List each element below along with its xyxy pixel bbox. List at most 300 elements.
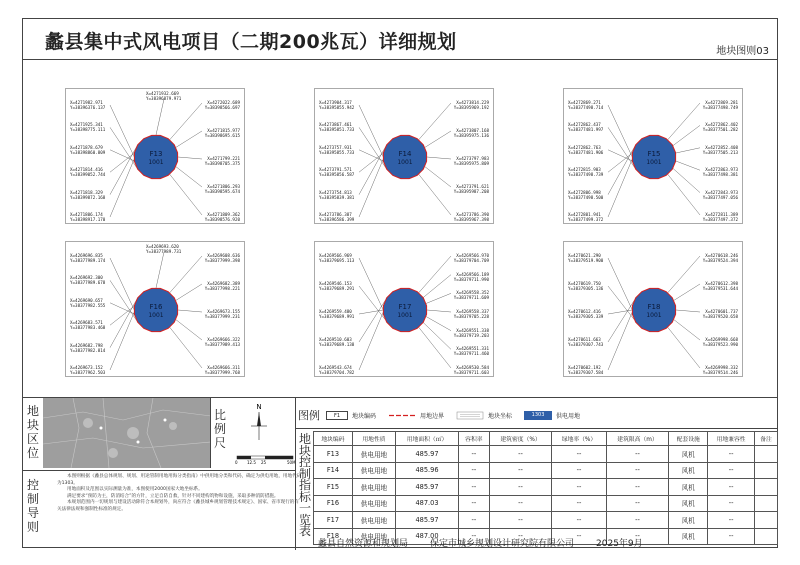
coordinate-label: Y=38377498.749 (702, 105, 738, 110)
coordinate-label: Y=38398775.111 (70, 127, 106, 133)
coordinate-label: Y=38377999.231 (204, 314, 240, 319)
coordinate-label: Y=38379711.990 (453, 276, 489, 282)
coordinate-label: X=4272862.437 (568, 122, 601, 128)
section-label-char: 地 (298, 432, 311, 446)
table-cell: -- (489, 495, 551, 512)
leader-line (110, 303, 134, 314)
legend-item-coordinate: 地块坐标 (456, 411, 512, 420)
section-label-char: 比 (213, 408, 226, 422)
coordinate-label: Y=38377982.814 (70, 347, 106, 353)
coordinate-label: Y=38379514.246 (702, 370, 738, 375)
coordinate-label: Y=38379531.644 (702, 286, 738, 291)
coordinate-label: Y=38377998.221 (204, 286, 240, 291)
table-cell: -- (606, 495, 669, 512)
table-cell: 供电用地 (352, 446, 395, 463)
table-cell: -- (552, 528, 606, 545)
table-row (314, 446, 778, 463)
table-header-cell: 用地兼容性 (708, 432, 755, 446)
coordinate-label: Y=38395851.733 (319, 127, 355, 133)
coordinate-label: Y=38377499.372 (568, 217, 604, 222)
table-header-cell: 地块编码 (314, 432, 353, 446)
coordinate-label: Y=38377982.555 (70, 302, 106, 308)
coordinate-label: Y=38379705.228 (453, 314, 489, 319)
coordinate-label: Y=38395967.398 (453, 217, 489, 222)
coordinate-label: Y=38379719.203 (453, 332, 489, 338)
coordinate-label: X=4269546.153 (319, 281, 352, 286)
coordinate-label: Y=38379689.138 (319, 342, 355, 347)
table-cell: F15 (314, 479, 353, 496)
svg-text:N: N (256, 403, 262, 411)
coordinate-label: X=4272806.998 (568, 189, 601, 195)
section-label-char: 表 (298, 524, 311, 538)
coordinate-label: Y=38379689.291 (319, 286, 355, 291)
leader-line (674, 320, 700, 340)
bottom-section (23, 397, 777, 549)
table-cell: -- (552, 462, 606, 479)
location-label (26, 404, 40, 460)
coordinate-label: Y=38379305.136 (568, 286, 604, 291)
table-cell: F14 (314, 462, 353, 479)
coordinate-label: X=4273867.461 (319, 122, 352, 128)
leader-line (425, 131, 451, 147)
coordinate-label: X=4271809.362 (207, 212, 240, 217)
table-cell: 供电用地 (352, 479, 395, 496)
leader-line (676, 310, 700, 312)
section-label-char: 区 (26, 432, 39, 446)
map-number: 地块图则03 (716, 46, 769, 57)
coordinate-label: X=4269530.584 (456, 365, 489, 370)
coordinate-label: X=4269683.571 (70, 320, 103, 326)
table-cell: 供电用地 (352, 462, 395, 479)
coordinate-label: X=4273791.621 (456, 184, 489, 189)
coordinate-label: Y=38398695.615 (204, 133, 240, 138)
legend-title: 图例 (298, 409, 320, 422)
table-cell: 风机 (669, 528, 708, 545)
table-cell: -- (552, 512, 606, 529)
table-cell: 485.97 (396, 479, 459, 496)
plot-code-label: 1001 (148, 159, 164, 166)
coordinate-label: Y=38395839.381 (319, 194, 355, 200)
coordinate-label: Y=38377989.413 (204, 342, 240, 347)
leader-line (176, 320, 202, 340)
coordinate-label: Y=38398566.697 (204, 105, 240, 110)
coordinate-label: X=4269682.389 (207, 281, 240, 286)
coordinate-label: X=4271806.174 (70, 212, 103, 217)
table-cell: 供电用地 (352, 528, 395, 545)
coordinate-label: X=4272811.389 (705, 212, 738, 217)
coordinate-label: X=4270619.750 (568, 281, 601, 286)
leader-line (359, 153, 383, 172)
table-cell: 供电用地 (352, 512, 395, 529)
table-header-cell: 用地性质 (352, 432, 395, 446)
coordinate-label: Y=38379523.990 (702, 342, 738, 347)
coordinate-label: X=4269666.322 (207, 337, 240, 342)
coordinate-label: Y=38377989.174 (70, 258, 106, 263)
table-cell: 485.97 (396, 512, 459, 529)
table-cell: -- (489, 512, 551, 529)
coordinate-label: Y=38377481.906 (568, 149, 604, 155)
table-cell: -- (708, 479, 755, 496)
coordinate-label: Y=38377498.739 (568, 172, 604, 178)
table-cell (755, 512, 778, 529)
coordinate-label: X=4271932.669 (146, 91, 179, 96)
section-label-char: 块 (26, 418, 39, 432)
coordinate-label: X=4269558.337 (456, 309, 489, 314)
leader-line (176, 131, 202, 147)
coordinate-label: Y=38379711.609 (453, 295, 489, 301)
coordinate-label: X=4273814.229 (456, 100, 489, 105)
coordinate-label: X=4272869.281 (705, 100, 738, 105)
scale-tick: 12.5 (247, 460, 256, 465)
leader-line (419, 327, 451, 368)
coordinate-label: X=4270612.398 (705, 281, 738, 286)
table-cell: -- (458, 446, 489, 463)
coordinate-label: Y=38377498.714 (568, 105, 604, 110)
section-label-char: 指 (298, 478, 311, 492)
table-row (314, 495, 778, 512)
plot-id-label: F13 (149, 150, 163, 158)
compass-north (249, 402, 269, 442)
table-cell (755, 495, 778, 512)
leader-line (608, 146, 635, 195)
section-label-char: 标 (298, 489, 311, 504)
coordinate-label: X=4269566.970 (456, 253, 489, 258)
coordinate-label: X=4269666.311 (207, 365, 240, 370)
coordinate-label: Y=38377497.372 (702, 217, 738, 222)
table-header-cell: 容积率 (458, 432, 489, 446)
plot-code-label: 1001 (646, 312, 662, 319)
table-header-cell: 用地面积（㎡） (396, 432, 459, 446)
table-row (314, 479, 778, 496)
section-label-char: 则 (26, 520, 39, 534)
indicator-table-label (298, 434, 312, 538)
table-cell: 487.03 (396, 495, 459, 512)
leader-line (156, 99, 164, 135)
leader-line (673, 168, 700, 192)
table-cell: -- (552, 479, 606, 496)
table-cell: -- (606, 479, 669, 496)
coordinate-label: Y=38379695.113 (319, 258, 355, 263)
table-cell (755, 479, 778, 496)
coordinate-label: X=4272022.689 (207, 100, 240, 105)
table-cell: -- (708, 512, 755, 529)
plot-code-label: 1001 (397, 159, 413, 166)
coordinate-label: X=4269558.352 (456, 290, 489, 296)
coordinate-label: X=4269673.155 (207, 309, 240, 314)
coordinate-label: X=4269543.674 (319, 365, 352, 370)
coordinate-label: Y=38395975.136 (453, 133, 489, 138)
table-cell: -- (458, 462, 489, 479)
table-cell: -- (458, 528, 489, 545)
table-cell (755, 462, 778, 479)
section-label-char: 位 (26, 446, 39, 460)
table-cell: 485.97 (396, 446, 459, 463)
table-header-cell: 配套设施 (669, 432, 708, 446)
coordinate-label: X=4269998.332 (705, 365, 738, 370)
coordinate-label: X=4269682.798 (70, 342, 103, 348)
coordinate-label: X=4270621.290 (568, 253, 601, 258)
coordinate-label: Y=38379520.658 (702, 314, 738, 319)
table-cell: 风机 (669, 495, 708, 512)
coordinate-label: Y=38395969.192 (453, 105, 489, 110)
leader-line (668, 103, 700, 140)
plot-code-label: 1001 (646, 159, 662, 166)
coordinate-label: Y=38396586.399 (319, 217, 355, 222)
section-label-char: 地 (26, 404, 39, 418)
table-cell: -- (552, 495, 606, 512)
table-cell: -- (606, 462, 669, 479)
boundary-line-icon (388, 411, 416, 420)
legend-item-plot-code: F1 地块编码 (326, 411, 376, 420)
coordinate-label: X=4271806.293 (207, 184, 240, 189)
table-cell: -- (489, 528, 551, 545)
coordinate-label: Y=38396376.137 (70, 105, 106, 110)
coordinate-label: X=4271925.341 (70, 122, 103, 128)
coordinate-label: X=4269566.189 (456, 271, 489, 277)
leader-line (423, 322, 451, 349)
coordinate-label: X=4273791.571 (319, 167, 352, 173)
coordinate-label: Y=38377999.768 (204, 370, 240, 375)
north-arrow-icon (249, 402, 269, 442)
leader-line (178, 310, 202, 312)
coordinate-label: Y=38396879.971 (146, 96, 182, 101)
table-row (314, 512, 778, 529)
coordinate-label: Y=38398860.809 (70, 149, 106, 155)
note-paragraph: 本图则根据《蠡县总体规划、规划、用途管制用地用海分类指南》中供用地分类和代码，确定为供电用地，用地代码为1303。 (57, 474, 302, 486)
plot-panel-f17 (314, 241, 494, 377)
coordinate-label: Y=38395987.208 (453, 189, 489, 194)
leader-line (668, 174, 700, 215)
coordinate-label: X=4270602.192 (568, 365, 601, 370)
leader-line (110, 150, 134, 161)
leader-line (668, 327, 700, 368)
table-cell: F17 (314, 512, 353, 529)
leader-line (110, 306, 134, 325)
coordinate-label: X=4273786.390 (456, 212, 489, 217)
coordinate-label: X=4269566.969 (319, 253, 352, 258)
section-label-char: 一 (298, 501, 311, 515)
coordinate-label: X=4272862.763 (568, 144, 601, 150)
coordinate-label: Y=38377498.500 (568, 194, 604, 200)
coordinate-label: X=4269692.300 (70, 275, 103, 281)
plot-id-label: F17 (398, 303, 412, 311)
table-row (314, 462, 778, 479)
coordinate-label: X=4272862.402 (705, 122, 738, 128)
coordinate-label-icon (456, 411, 484, 420)
footer-org-1: 蠡县自然资源和规划局 (318, 539, 409, 549)
leader-line (156, 252, 164, 288)
coordinate-label: Y=38379711.603 (453, 370, 489, 375)
coordinate-label: Y=38399052.744 (70, 172, 106, 178)
table-cell: -- (606, 446, 669, 463)
coordinate-label: Y=38377505.213 (702, 149, 738, 155)
leader-line (359, 286, 385, 320)
leader-line (674, 284, 700, 300)
table-cell: -- (708, 446, 755, 463)
coordinate-label: Y=38398917.170 (70, 217, 106, 222)
coordinate-label: Y=38377999.398 (204, 258, 240, 263)
coordinate-label: Y=38398595.674 (204, 189, 240, 194)
table-header-cell: 建筑密度（%） (489, 432, 551, 446)
leader-line (608, 286, 634, 320)
plot-code-label: 1001 (397, 312, 413, 319)
location-map (43, 398, 211, 468)
plot-panel-f18 (563, 241, 743, 377)
coordinate-label: Y=38398576.920 (204, 217, 240, 222)
leader-line (427, 310, 451, 312)
table-cell: -- (489, 462, 551, 479)
coordinate-label: Y=38395975.809 (453, 161, 489, 166)
coordinate-label: X=4272869.271 (568, 100, 601, 105)
leader-line (427, 157, 451, 159)
leader-line (110, 146, 137, 195)
coordinate-label: Y=38379704.782 (319, 370, 355, 375)
coordinate-label: Y=38377989.678 (70, 280, 106, 286)
scale-bar (235, 453, 297, 467)
table-cell: -- (458, 512, 489, 529)
plot-panel-f16 (65, 241, 245, 377)
leader-line (608, 150, 632, 161)
coordinate-label: Y=38379307.743 (568, 342, 604, 347)
section-label-char: 控 (26, 478, 39, 492)
coordinate-label: X=4269693.620 (146, 244, 179, 249)
legend-item-boundary: 用地边界 (388, 411, 444, 420)
section-label-char: 览 (298, 512, 311, 527)
leader-line (110, 299, 137, 348)
footer (318, 536, 778, 549)
note-paragraph: 用地面积及范围以实际测量为准，本图使用2000国家大地坐标系。 (67, 487, 203, 493)
section-label-char: 导 (26, 506, 39, 520)
table-cell: -- (708, 528, 755, 545)
coordinate-label: X=4273786.387 (319, 212, 352, 217)
table-cell: 风机 (669, 446, 708, 463)
plot-panels (23, 60, 777, 397)
legend (298, 404, 778, 426)
coordinate-label: X=4272863.973 (705, 167, 738, 173)
leader-line (426, 293, 451, 303)
leader-line (673, 125, 700, 145)
leader-line (176, 167, 202, 187)
leader-line (110, 153, 134, 172)
section-label-char: 制 (26, 492, 39, 506)
coordinate-label: X=4272815.903 (568, 167, 601, 173)
table-cell: -- (552, 446, 606, 463)
leader-line (423, 275, 451, 298)
coordinate-label: Y=38379307.584 (568, 370, 604, 375)
table-cell: -- (606, 528, 669, 545)
leader-line (170, 174, 202, 215)
plot-id-label: F14 (398, 150, 412, 158)
coordinate-label: Y=38377501.282 (702, 127, 738, 133)
coordinate-label: Y=38379711.460 (453, 351, 489, 357)
leader-line (178, 157, 202, 159)
coordinate-label: Y=38395856.587 (319, 172, 355, 178)
coordinate-label: X=4269510.603 (319, 337, 352, 342)
coordinate-label: X=4271815.977 (207, 128, 240, 133)
plan-sheet (22, 18, 778, 548)
table-cell: 供电用地 (352, 495, 395, 512)
table-cell: F13 (314, 446, 353, 463)
leader-line (425, 167, 451, 187)
leader-line (419, 174, 451, 215)
coordinate-label: X=4271799.221 (207, 156, 240, 161)
coordinate-label: X=4272852.408 (705, 144, 738, 150)
coordinate-label: X=4273797.983 (456, 156, 489, 161)
section-label-char: 制 (298, 466, 311, 481)
table-cell: F16 (314, 495, 353, 512)
scale-label (213, 408, 227, 450)
section-label-char: 块 (298, 443, 311, 458)
table-cell: -- (458, 479, 489, 496)
leader-line (608, 153, 632, 172)
coordinate-label: Y=38377481.997 (568, 127, 604, 133)
table-cell (755, 446, 778, 463)
table-header-cell: 建筑限高（m） (606, 432, 669, 446)
table-cell: -- (489, 446, 551, 463)
coordinate-label: X=4270618.246 (705, 253, 738, 258)
footer-org-2: 保定市城乡规划设计研究院有限公司 (430, 539, 575, 549)
coordinate-label: X=4269608.636 (207, 253, 240, 258)
control-notes (57, 474, 303, 514)
coordinate-label: Y=38395855.942 (319, 105, 355, 110)
coordinate-label: X=4272801.941 (568, 212, 601, 217)
leader-line (359, 300, 385, 342)
leader-line (608, 300, 634, 342)
coordinate-label: X=4269998.668 (705, 337, 738, 342)
table-cell: F18 (314, 528, 353, 545)
coordinate-label: Y=38379524.394 (702, 258, 738, 263)
table-header-cell: 绿地率（%） (552, 432, 606, 446)
table-cell: -- (606, 512, 669, 529)
coordinate-label: Y=38377962.503 (70, 370, 106, 375)
coordinate-label: X=4271982.971 (70, 100, 103, 105)
coordinate-label: Y=38399872.168 (70, 194, 106, 200)
plot-panel-f13 (65, 88, 245, 224)
section-label-char: 尺 (213, 436, 226, 450)
coordinate-label: X=4273757.931 (319, 144, 352, 150)
indicator-table (313, 431, 778, 545)
control-guideline-label (26, 478, 40, 534)
note-paragraph: 本规划范围内一切规划与建设活动除符合本规划外，尚应符合《蠡县城乡规划管理技术规定》、国家、省市现行的有关法律法规和强制性标准的规定。 (57, 500, 299, 512)
coordinate-label: X=4269551.331 (456, 346, 489, 352)
leader-line (359, 150, 383, 161)
coordinate-label: X=4271818.329 (70, 189, 103, 195)
leader-line (359, 146, 386, 195)
plot-id-label: F16 (149, 303, 163, 311)
section-label-char: 例 (213, 422, 226, 436)
coordinate-label: Y=38377983.468 (70, 325, 106, 331)
table-cell: 风机 (669, 479, 708, 496)
coordinate-label: X=4273754.813 (319, 189, 352, 195)
leader-line (676, 148, 700, 153)
coordinate-label: X=4269696.835 (70, 253, 103, 258)
table-cell: 风机 (669, 462, 708, 479)
scale-tick: 25 (261, 460, 267, 465)
location-map-graphic (43, 398, 211, 468)
coordinate-label: Y=38379689.991 (319, 314, 355, 319)
leader-line (176, 284, 202, 300)
coordinate-label: X=4272843.973 (705, 189, 738, 195)
coordinate-label: Y=38377498.381 (702, 172, 738, 178)
leader-line (170, 327, 202, 368)
table-cell: 风机 (669, 512, 708, 529)
coordinate-label: Y=38379704.709 (453, 258, 489, 263)
table-cell: 485.96 (396, 462, 459, 479)
coordinate-label: X=4270601.737 (705, 309, 738, 314)
plot-panel-f15 (563, 88, 743, 224)
scale-tick: 50M (287, 460, 296, 465)
coordinate-label: Y=38377989.731 (146, 249, 182, 254)
